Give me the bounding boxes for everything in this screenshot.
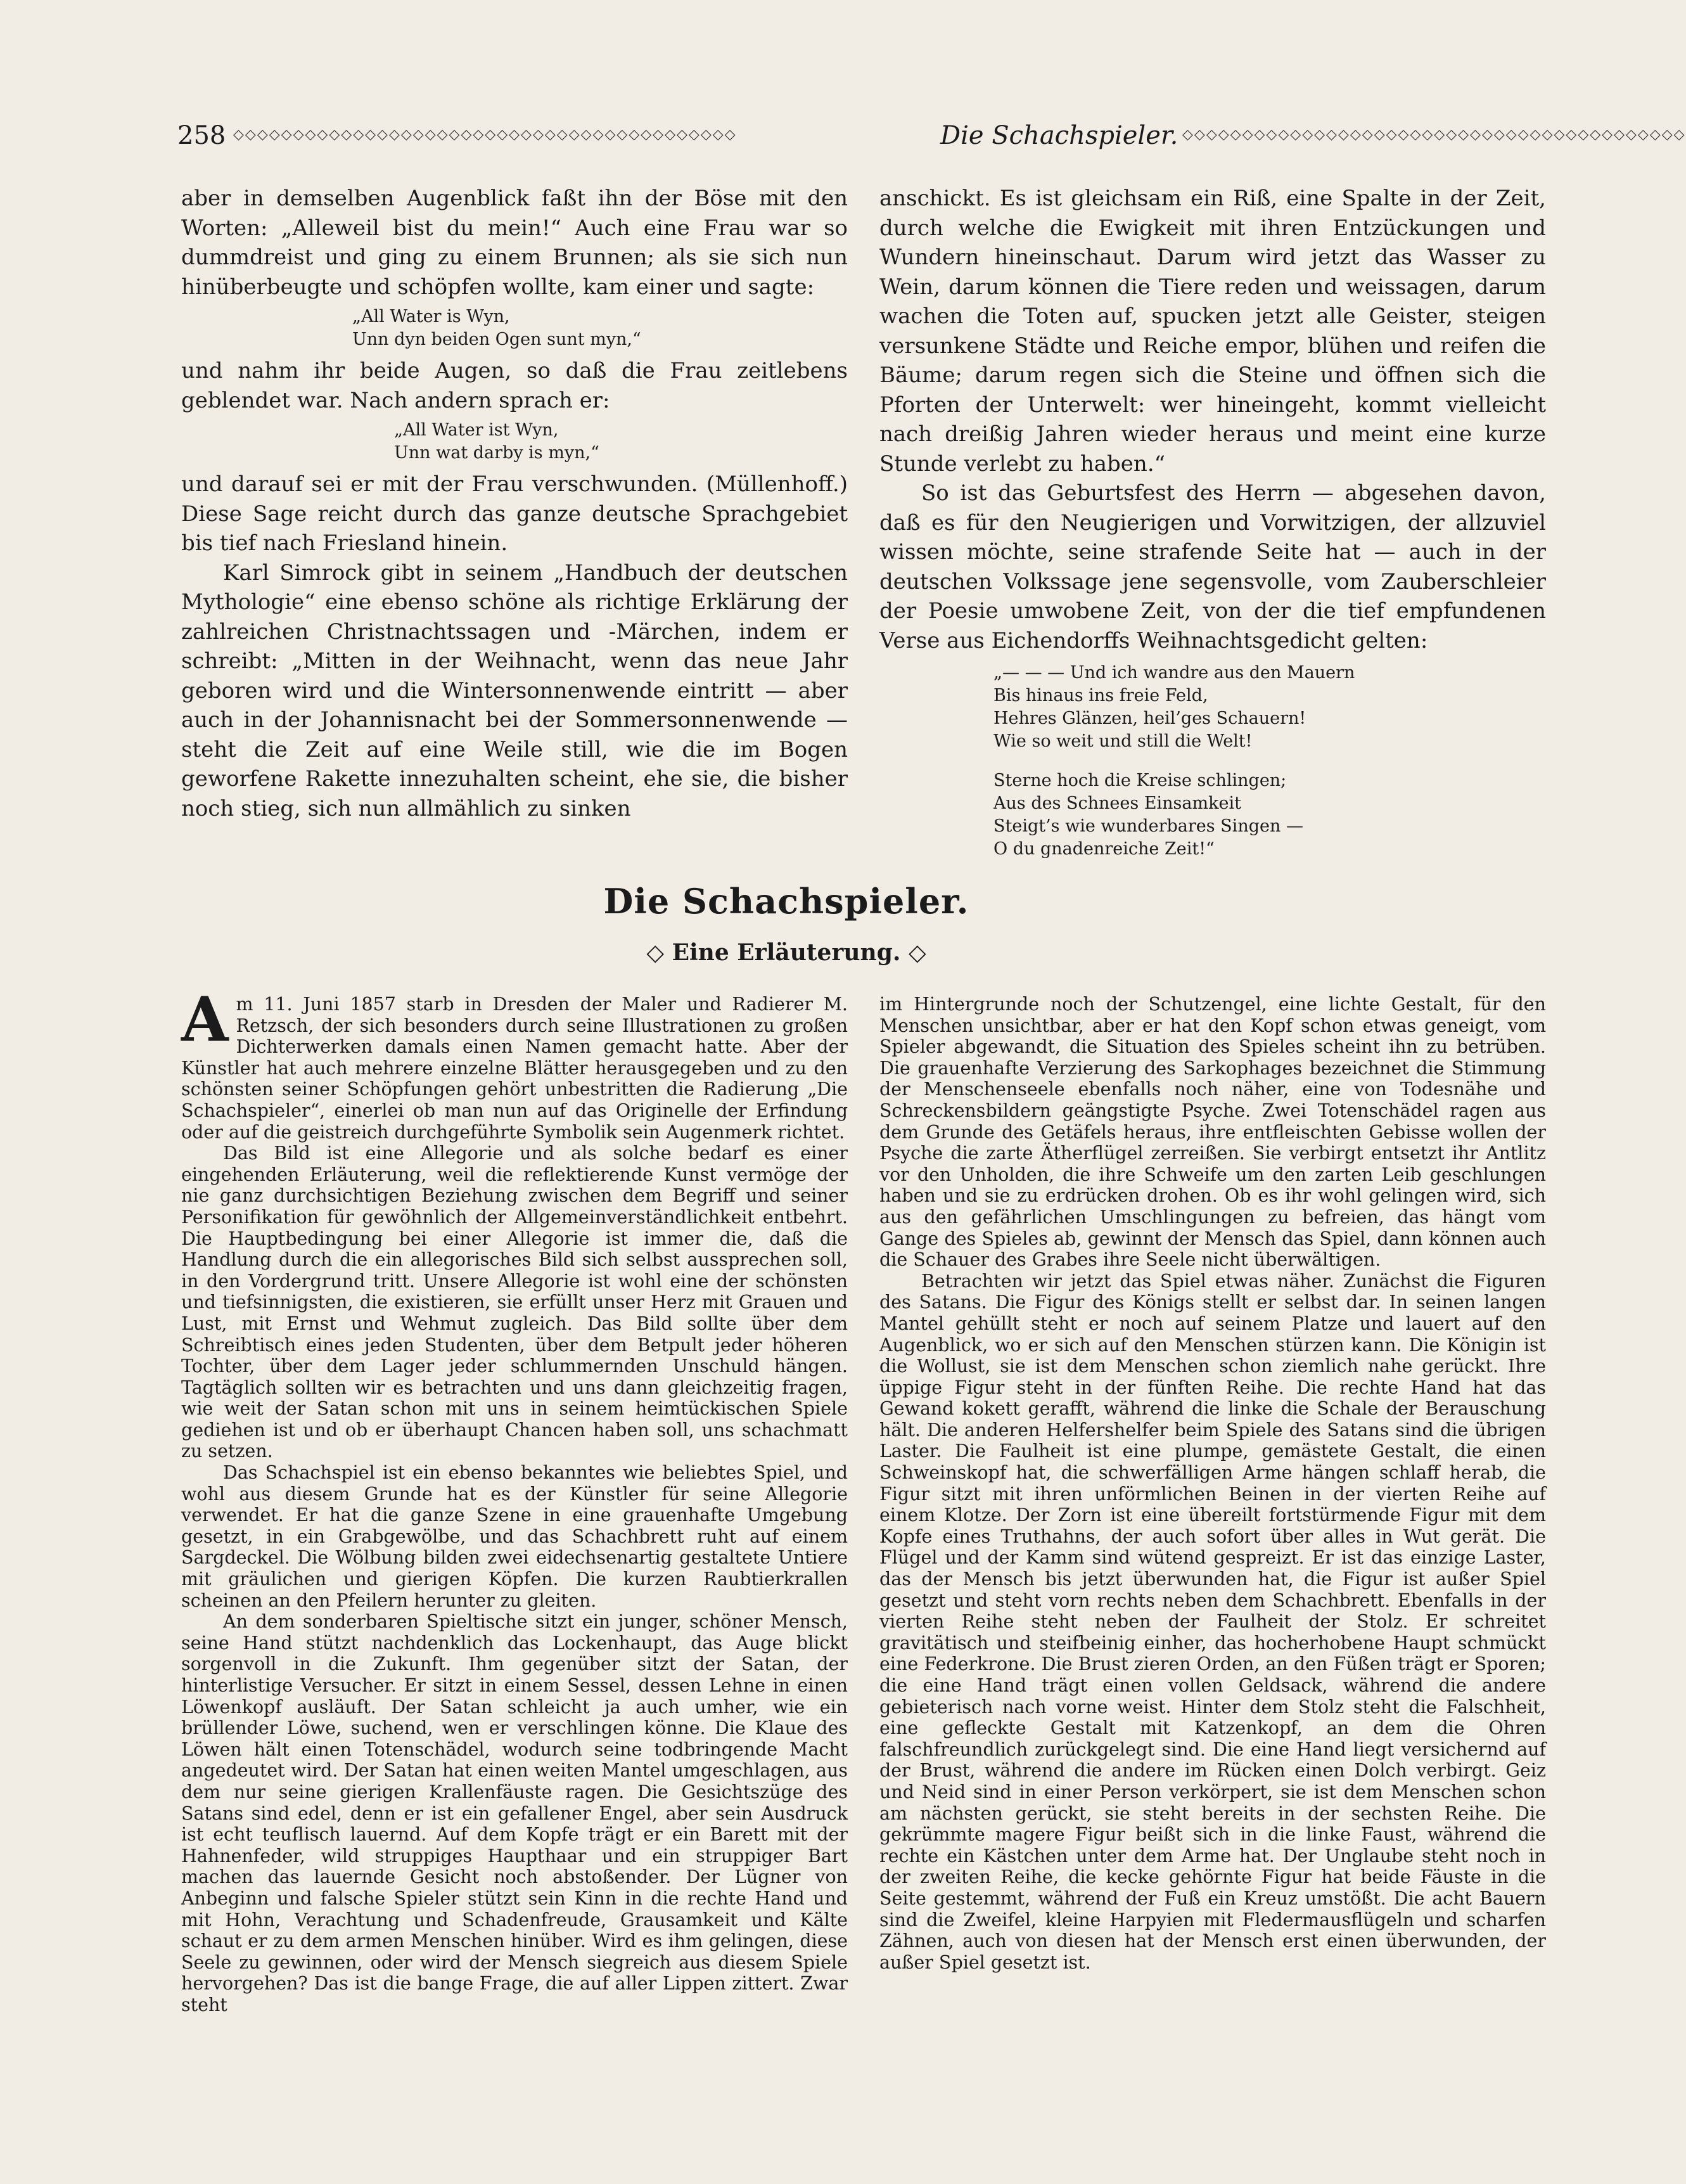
- poem-line: O du gnadenreiche Zeit!“: [993, 839, 1215, 859]
- poem-line: „— — — Und ich wandre aus den Mauern: [993, 663, 1355, 683]
- article-subtitle: ◇ Eine Erläuterung. ◇: [646, 939, 926, 966]
- verse: [181, 419, 848, 465]
- running-header: [177, 118, 1686, 153]
- paragraph: Das Schachspiel ist ein ebenso bekanntes wie beliebtes Spiel, und wohl aus diesem Grunde hat es der Künstler für seine Allegorie verwendet. Er hat die ganze Szene in eine grauenhafte Umgebung gesetzt, in ein Grabgewölbe, und das Schachbrett ruht auf einem Sargdeckel. Die Wölbung bilden zwei eidechsenartig gestaltete Untiere mit gräulichen und gierigen Köpfen. Die kurzen Raubtierkrallen scheinen an den Pfeilern herunter zu gleiten.: [181, 1462, 848, 1611]
- poem-line: Wie so weit und still die Welt!: [993, 731, 1253, 751]
- verse-line: „All Water ist Wyn,: [394, 420, 559, 440]
- paragraph: An dem sonderbaren Spieltische sitzt ein junger, schöner Mensch, seine Hand stützt nachdenklich das Lockenhaupt, das Auge blickt sorgenvoll in die Zukunft. Ihm gegenüber sitzt der Satan, der hinterlistige Versucher. Er sitzt in einem Sessel, dessen Lehne in einen Löwenkopf ausläuft. Der Satan schleicht ja auch umher, wie ein brüllender Löwe, suchend, wen er verschlingen könne. Die Klaue des Löwen hält einen Totenschädel, wodurch seine todbringende Macht angedeutet wird. Der Satan hat einen weiten Mantel umgeschlagen, aus dem nur seine gierigen Krallenfäuste ragen. Die Gesichtszüge des Satans sind edel, denn er ist ein gefallener Engel, aber sein Ausdruck ist echt teuflisch lauernd. Auf dem Kopfe trägt er ein Barett mit der Hahnenfeder, wild struppiges Haupthaar und ein struppiger Bart machen das lauernde Gesicht noch abstoßender. Der Lügner von Anbeginn und falsche Spieler stützt sein Kinn in die rechte Hand und mit Hohn, Verachtung und Schadenfreude, Grausamkeit und Kälte schaut er zu dem armen Menschen hinüber. Wird es ihm gelingen, diese Seele zu gewinnen, oder wird der Mensch siegreich aus diesem Spiele hervorgehen? Das ist die bange Frage, die auf aller Lippen zittert. Zwar steht: [181, 1611, 848, 2015]
- stanza-gap: [993, 753, 1546, 769]
- paragraph: aber in demselben Augenblick faßt ihn der Böse mit den Worten: „Alleweil bist du mein!“ Auch eine Frau war so dummdreist und ging zu einem Brunnen; als sie sich nun hinüberbeugte und schöpfen wollte, kam einer und sagte:: [181, 186, 848, 300]
- paragraph: anschickt. Es ist gleichsam ein Riß, eine Spalte in der Zeit, durch welche die Ewigkeit mit ihren Entzückungen und Wundern hineinschaut. Darum wird jetzt das Wasser zu Wein, darum können die Tiere reden und weissagen, darum wachen die Toten auf, spucken jetzt alle Geister, steigen versunkene Städte und Reiche empor, blühen und reifen die Bäume; darum regen sich die Steine und öffnen sich die Pforten der Unterwelt: wer hineingeht, kommt vielleicht nach dreißig Jahren wieder heraus und meint eine kurze Stunde verlebt zu haben.“: [879, 186, 1546, 477]
- header-ornament-left: ◇◇◇◇◇◇◇◇◇◇◇◇◇◇◇◇◇◇◇◇◇◇◇◇◇◇◇◇◇◇◇◇◇◇◇◇◇◇◇◇◇◇: [233, 127, 737, 143]
- paragraph: [181, 984, 848, 1143]
- poem-line: Steigt’s wie wunderbares Singen —: [993, 816, 1303, 836]
- verse-line: Unn wat darby is myn,“: [394, 443, 599, 463]
- page-number: 258: [177, 121, 226, 150]
- top-right-column: [879, 184, 1546, 866]
- poem-line: Hehres Glänzen, heil’ges Schauern!: [993, 709, 1306, 728]
- paragraph: Karl Simrock gibt in seinem „Handbuch der deutschen Mythologie“ eine ebenso schöne als richtige Erklärung der zahlreichen Christnachtssagen und -Märchen, indem er schreibt: „Mitten in der Weihnacht, wenn das neue Jahr geboren wird und die Wintersonnenwende eintritt — aber auch in der Johannisnacht bei der Sommersonnenwende — steht die Zeit auf eine Weile still, wie die im Bogen geworfene Rakette innezuhalten scheint, ehe sie, die bisher noch stieg, sich nun allmählich zu sinken: [181, 560, 848, 821]
- paragraph-text: m 11. Juni 1857 starb in Dresden der Maler und Radierer M. Retzsch, der sich besonders durch seine Illustrationen zu großen Dichterwerken damals einen Namen gemacht hatte. Aber der Künstler hat auch mehrere einzelne Blätter herausgegeben und zu den schönsten seiner Schöpfungen gehört unbestritten die Radierung „Die Schachspieler“, einerlei ob man nun auf das Originelle der Erfindung oder auf die geistreich durchgeführte Symbolik sein Augenmerk richtet.: [181, 994, 848, 1143]
- paragraph: im Hintergrunde noch der Schutzengel, eine lichte Gestalt, für den Menschen unsichtbar, aber er hat den Kopf schon etwas geneigt, vom Spieler abgewandt, die Situation des Spieles scheint ihn zu betrüben. Die grauenhafte Verzierung des Sarkophages bezeichnet die Stimmung der Menschenseele ebenfalls noch näher, eine von Todesnähe und Schreckensbildern geängstigte Psyche. Zwei Totenschädel ragen aus dem Grunde des Getäfels heraus, ihre entfleischten Gebisse wollen der Psyche die zarte Ätherflügel zerreißen. Sie verbirgt entsetzt ihr Antlitz vor den Unholden, die ihre Schweife um den zarten Leib geschlungen haben und sie zu erdrücken drohen. Ob es ihr wohl gelingen wird, sich aus den gefährlichen Umschlingungen zu befreien, das hängt vom Gange des Spieles ab, gewinnt der Mensch das Spiel, dann können auch die Schauer des Grabes ihre Seele nicht überwältigen.: [879, 994, 1546, 1271]
- poem-line: Sterne hoch die Kreise schlingen;: [993, 771, 1287, 790]
- paragraph: Das Bild ist eine Allegorie und als solche bedarf es einer eingehenden Erläuterung, weil die reflektierende Kunst vermöge der nie ganz durchsichtigen Beziehung zwischen dem Begriff und seiner Personifikation für gewöhnlich der Allgemeinverständlichkeit entbehrt. Die Hauptbedingung bei einer Allegorie ist immer die, daß die Handlung durch die ein allegorisches Bild sich selbst aussprechen soll, in den Vordergrund tritt. Unsere Allegorie ist wohl eine der schönsten und tiefsinnigsten, die existieren, sie erfüllt unser Herz mit Grauen und Lust, mit Ernst und Wehmut zugleich. Das Bild sollte über dem Schreibtisch eines jeden Studenten, über dem Betpult jeder höheren Tochter, über dem Lager jeder schlummernden Unschuld hängen. Tagtäglich sollten wir es betrachten und uns dann gleichzeitig fragen, wie weit der Satan schon mit uns in seinem heimtückischen Spiele gediehen ist und ob er überhaupt Chancen haben soll, uns schachmatt zu setzen.: [181, 1143, 848, 1462]
- poem-line: Bis hinaus ins freie Feld,: [993, 686, 1208, 705]
- paragraph: Betrachten wir jetzt das Spiel etwas näher. Zunächst die Figuren des Satans. Die Figur des Königs stellt er selbst dar. In seinen langen Mantel gehüllt steht er noch auf seinem Platze und lauert auf den Augenblick, wo er sich auf den Menschen stürzen kann. Die Königin ist die Wollust, sie ist dem Menschen schon ziemlich nahe gerückt. Ihre üppige Figur steht in der fünften Reihe. Die rechte Hand hat das Gewand kokett gerafft, während die linke die Schale der Berauschung hält. Die anderen Helfershelfer beim Spiele des Satans sind die übrigen Laster. Die Faulheit ist eine plumpe, gemästete Gestalt, die einen Schweinskopf hat, die schwerfälligen Arme hängen schlaff herab, die Figur sitzt mit ihren unförmlichen Beinen in der vierten Reihe auf einem Klotze. Der Zorn ist eine übereilt fortstürmende Figur mit dem Kopfe eines Truthahns, der auch sofort über alles in Wut gerät. Die Flügel und der Kamm sind wütend gespreizt. Er ist das einzige Laster, das der Mensch bis jetzt überwunden hat, die Figur ist außer Spiel gesetzt und steht vorn rechts neben dem Schachbrett. Ebenfalls in der vierten Reihe steht neben der Faulheit der Stolz. Er schreitet gravitätisch und steifbeinig einher, das hocherhobene Haupt schmückt eine Federkrone. Die Brust zieren Orden, an den Füßen trägt er Sporen; die eine Hand trägt einen vollen Geldsack, während die andere gebieterisch nach vorne weist. Hinter dem Stolz steht die Falschheit, eine gefleckte Gestalt mit Katzenkopf, an dem die Ohren falschfreundlich zurückgelegt sind. Die eine Hand liegt versichernd auf der Brust, während die andere im Rücken einen Dolch verbirgt. Geiz und Neid sind in einer Person verkörpert, sie ist dem Menschen schon am nächsten gerückt, sie steht bereits in der sechsten Reihe. Die gekrümmte magere Figur beißt sich in die linke Faust, während die rechte ein Kästchen unter dem Arme hat. Der Unglaube steht noch in der zweiten Reihe, die kecke gehörnte Figur hat beide Fäuste in die Seite gestemmt, während der Fuß ein Kreuz umstößt. Die acht Bauern sind die Zweifel, kleine Harpyien mit Fledermausflügeln und scharfen Zähnen, auch von diesen hat der Mensch erst einen überwunden, der außer Spiel gesetzt ist.: [879, 1270, 1546, 1973]
- verse-line: „All Water is Wyn,: [352, 307, 510, 326]
- top-left-column: [181, 184, 848, 823]
- running-title: Die Schachspieler.: [940, 121, 1178, 150]
- article-title: Die Schachspieler.: [603, 881, 969, 922]
- poem-line: Aus des Schnees Einsamkeit: [993, 793, 1241, 813]
- bottom-right-column: [879, 994, 1546, 1973]
- paragraph: und nahm ihr beide Augen, so daß die Frau zeitlebens geblendet war. Nach andern sprach er:: [181, 358, 848, 413]
- paragraph: So ist das Geburtsfest des Herrn — abgesehen davon, daß es für den Neugierigen und Vorwitzigen, der allzuviel wissen möchte, seine strafende Seite hat — auch in der deutschen Volkssage jene segensvolle, vom Zauberschleier der Poesie umwobene Zeit, von der die tief empfundenen Verse aus Eichendorffs Weihnachtsgedicht gelten:: [879, 480, 1546, 653]
- bottom-left-column: [181, 984, 848, 2016]
- header-ornament-right: ◇◇◇◇◇◇◇◇◇◇◇◇◇◇◇◇◇◇◇◇◇◇◇◇◇◇◇◇◇◇◇◇◇◇◇◇◇◇◇◇◇◇: [1182, 127, 1686, 143]
- drop-cap: A: [181, 984, 229, 1055]
- poem: [879, 662, 1546, 861]
- verse: [181, 305, 848, 351]
- verse-line: Unn dyn beiden Ogen sunt myn,“: [352, 330, 641, 349]
- paragraph: und darauf sei er mit der Frau verschwunden. (Müllenhoff.) Diese Sage reicht durch das ganze deutsche Sprachgebiet bis tief nach Friesland hinein.: [181, 472, 848, 556]
